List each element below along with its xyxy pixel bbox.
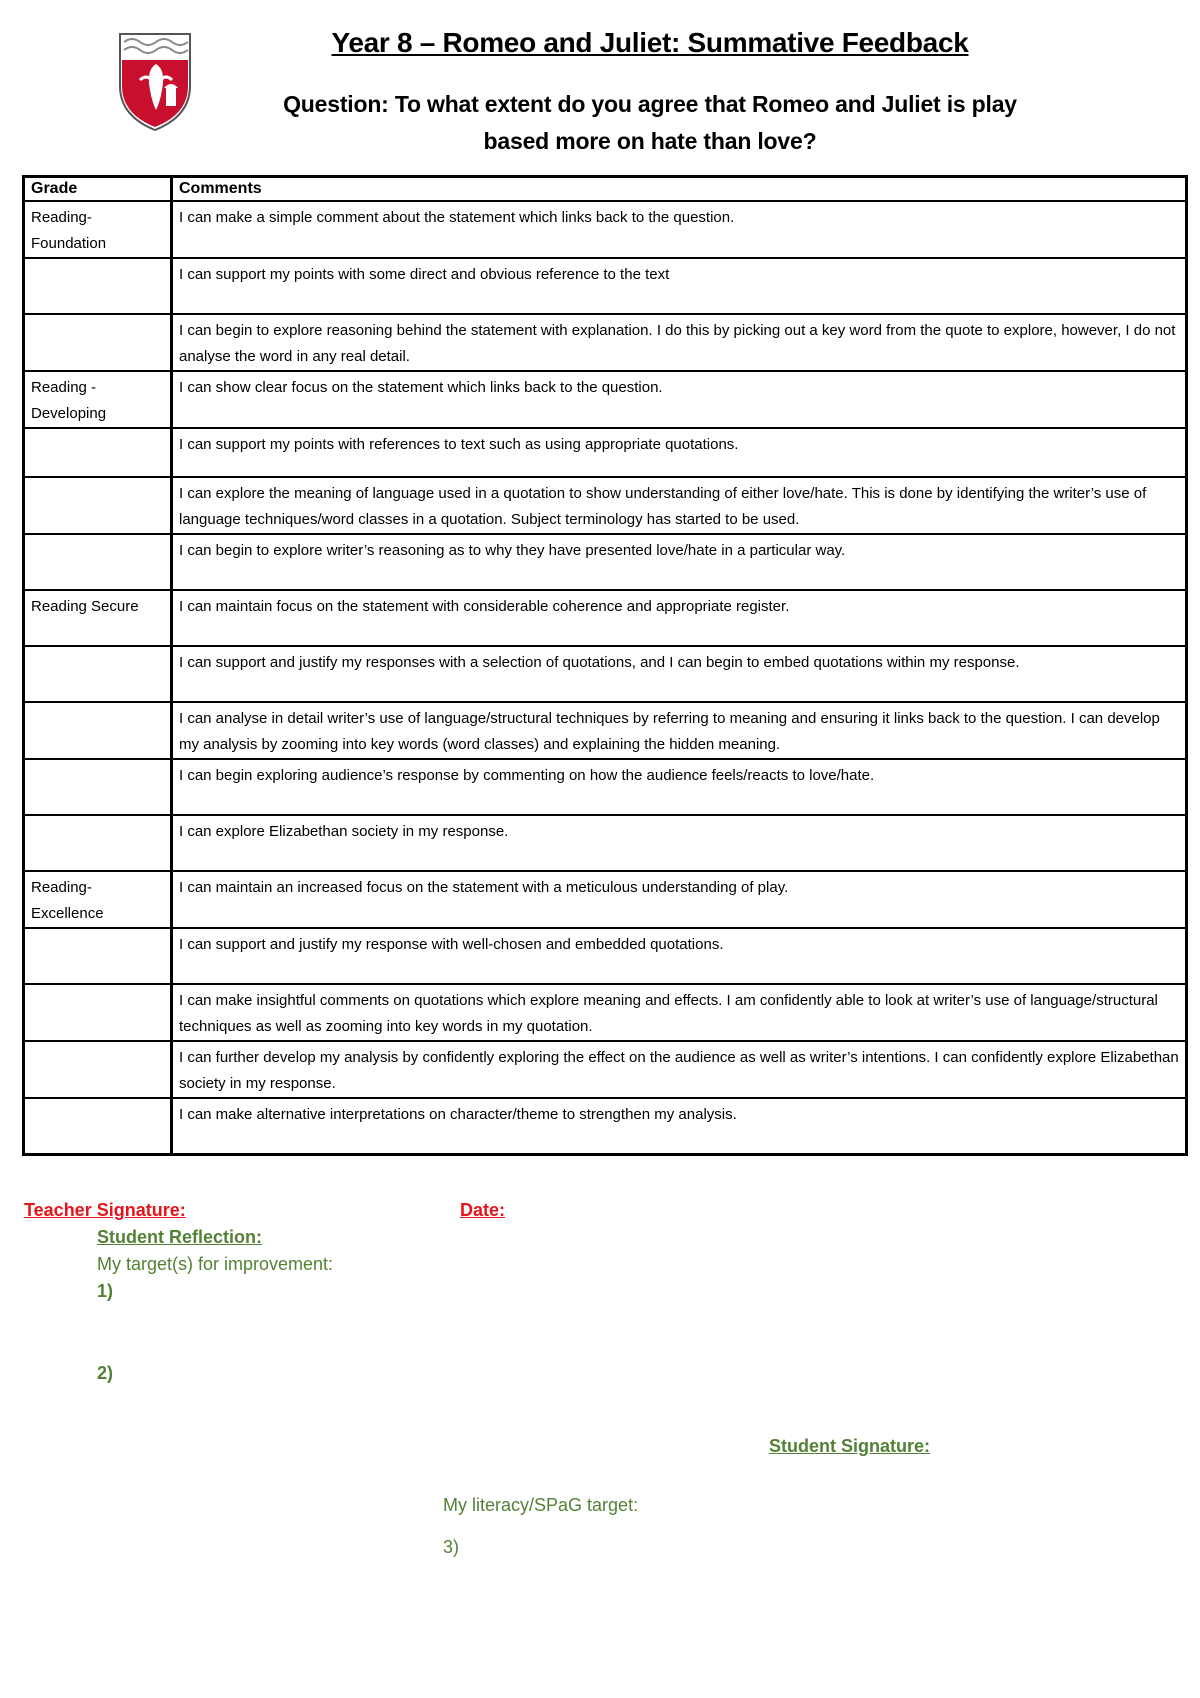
table-row	[24, 1098, 1187, 1154]
comment-cell: I can begin to explore writer’s reasoning as to why they have presented love/hate in a particular way.	[172, 534, 1187, 590]
grade-cell: Reading- Excellence	[24, 871, 172, 928]
table-row	[24, 928, 1187, 984]
table-row	[24, 477, 1187, 534]
table-row	[24, 646, 1187, 702]
table-row	[24, 871, 1187, 928]
comment-cell: I can make insightful comments on quotations which explore meaning and effects. I am confidently able to look at writer’s use of language/structural techniques as well as zooming into key words in my quotation.	[172, 984, 1187, 1041]
table-row	[24, 1041, 1187, 1098]
teacher-signature-label: Teacher Signature:	[24, 1200, 186, 1220]
table-row	[24, 534, 1187, 590]
grade-column-header: Grade	[24, 177, 172, 202]
grade-cell	[24, 477, 172, 534]
comment-cell: I can support and justify my response with well-chosen and embedded quotations.	[172, 928, 1187, 984]
grade-cell: Reading Secure	[24, 590, 172, 646]
student-signature-label: Student Signature:	[769, 1436, 930, 1456]
grade-cell	[24, 534, 172, 590]
table-row	[24, 590, 1187, 646]
grade-cell	[24, 928, 172, 984]
question-line-1: Question: To what extent do you agree that Romeo and Juliet is play	[283, 91, 1017, 117]
table-row	[24, 702, 1187, 759]
comment-cell: I can explore Elizabethan society in my response.	[172, 815, 1187, 871]
comment-cell: I can make alternative interpretations on character/theme to strengthen my analysis.	[172, 1098, 1187, 1154]
grade-cell	[24, 314, 172, 371]
comment-cell: I can further develop my analysis by confidently exploring the effect on the audience as well as writer’s intentions. I can confidently explore Elizabethan society in my response.	[172, 1041, 1187, 1098]
comments-column-header: Comments	[172, 177, 1187, 202]
comment-cell: I can begin to explore reasoning behind the statement with explanation. I do this by picking out a key word from the quote to explore, however, I do not analyse the word in any real detail.	[172, 314, 1187, 371]
page-title: Year 8 – Romeo and Juliet: Summative Feedback	[331, 27, 969, 58]
grade-cell	[24, 815, 172, 871]
table-row	[24, 314, 1187, 371]
grade-cell	[24, 984, 172, 1041]
table-row	[24, 371, 1187, 428]
question-line-2: based more on hate than love?	[483, 128, 817, 154]
table-row	[24, 428, 1187, 477]
table-row	[24, 759, 1187, 815]
comment-cell: I can maintain an increased focus on the statement with a meticulous understanding of play.	[172, 871, 1187, 928]
target-2-label: 2)	[97, 1363, 114, 1383]
grade-cell: Reading- Foundation	[24, 201, 172, 258]
table-row	[24, 201, 1187, 258]
literacy-target-label: My literacy/SPaG target:	[443, 1495, 639, 1515]
grade-cell	[24, 1041, 172, 1098]
targets-label: My target(s) for improvement:	[97, 1254, 334, 1274]
question-text	[200, 86, 1100, 160]
table-row	[24, 815, 1187, 871]
grade-cell: Reading - Developing	[24, 371, 172, 428]
student-reflection-heading: Student Reflection:	[97, 1227, 262, 1247]
target-3-label: 3)	[443, 1537, 460, 1557]
comment-cell: I can support my points with references to text such as using appropriate quotations.	[172, 428, 1187, 477]
grade-cell	[24, 428, 172, 477]
grade-cell	[24, 759, 172, 815]
table-row	[24, 984, 1187, 1041]
comment-cell: I can show clear focus on the statement which links back to the question.	[172, 371, 1187, 428]
target-1-label: 1)	[97, 1281, 114, 1301]
grade-cell	[24, 702, 172, 759]
grade-cell	[24, 1098, 172, 1154]
feedback-rubric-table	[22, 175, 1188, 1156]
date-label: Date:	[460, 1200, 506, 1220]
comment-cell: I can analyse in detail writer’s use of language/structural techniques by referring to meaning and ensuring it links back to the question. I can develop my analysis by zooming into key words (word classes) and explaining the hidden meaning.	[172, 702, 1187, 759]
table-header-row	[24, 177, 1187, 202]
comment-cell: I can make a simple comment about the statement which links back to the question.	[172, 201, 1187, 258]
comment-cell: I can explore the meaning of language used in a quotation to show understanding of either love/hate. This is done by identifying the writer’s use of language techniques/word classes in a quotation. Subject terminology has started to be used.	[172, 477, 1187, 534]
school-crest-logo	[116, 30, 194, 132]
comment-cell: I can support my points with some direct and obvious reference to the text	[172, 258, 1187, 314]
comment-cell: I can maintain focus on the statement with considerable coherence and appropriate register.	[172, 590, 1187, 646]
comment-cell: I can support and justify my responses with a selection of quotations, and I can begin to embed quotations within my response.	[172, 646, 1187, 702]
grade-cell	[24, 646, 172, 702]
comment-cell: I can begin exploring audience’s response by commenting on how the audience feels/reacts to love/hate.	[172, 759, 1187, 815]
grade-cell	[24, 258, 172, 314]
table-row	[24, 258, 1187, 314]
